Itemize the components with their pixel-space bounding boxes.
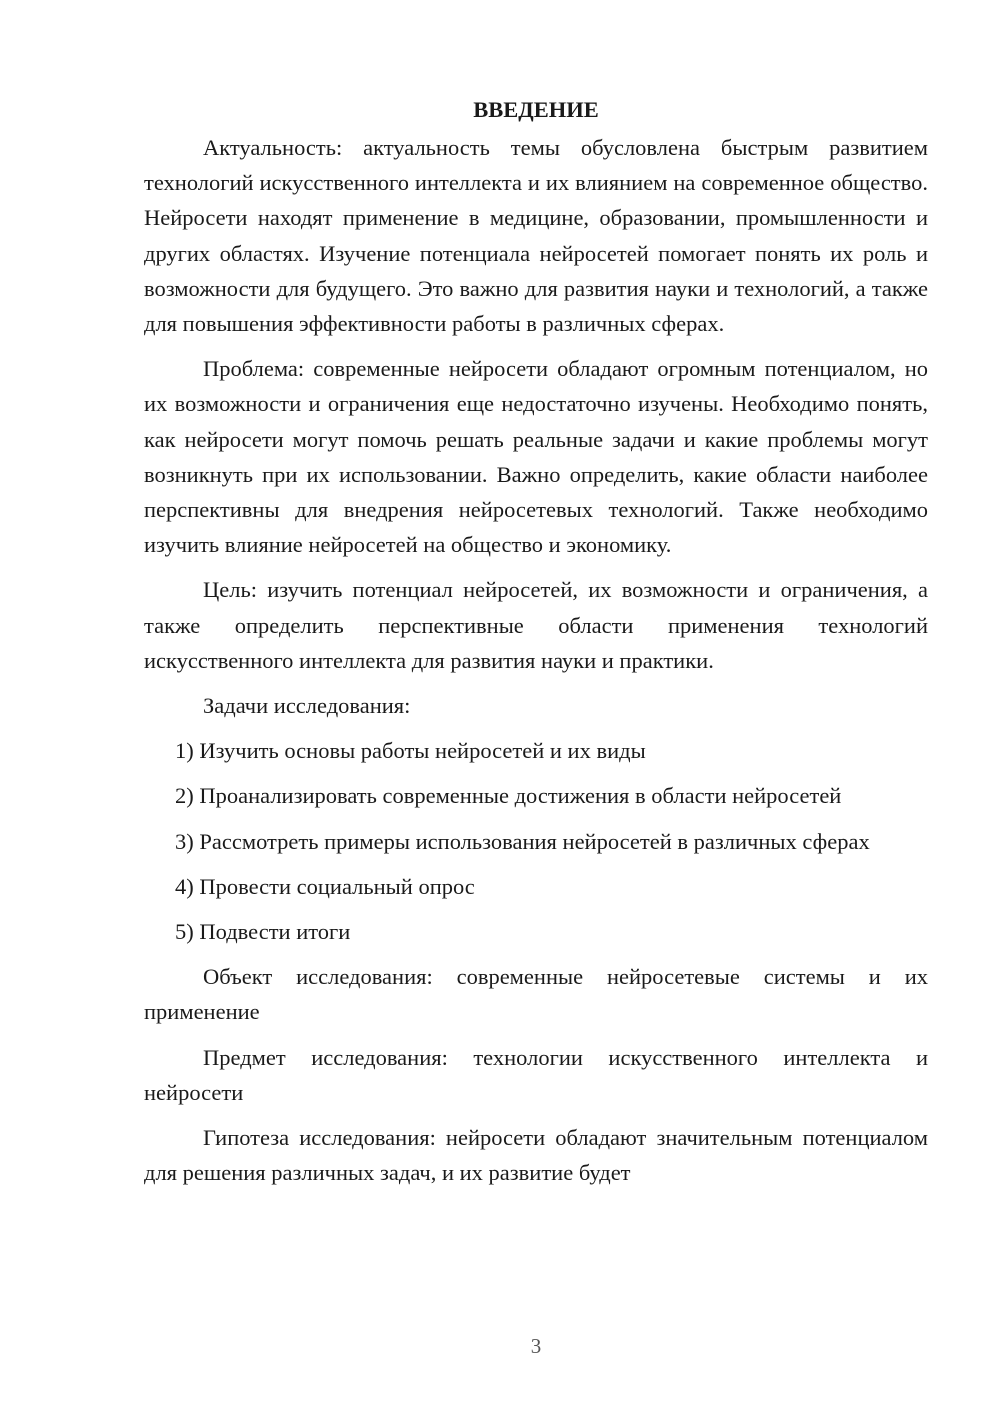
task-item: 3) Рассмотреть примеры использования нейросетей в различных сферах <box>175 828 870 854</box>
problem-paragraph: Проблема: современные нейросети обладают огромным потенциалом, но их возможности и ограничения еще недостаточно изучены. Необходимо понять, как нейросети могут помочь решать реальные задачи и какие проблемы могут возникнуть при их использовании. Важно определить, какие области наиболее перспективны для внедрения нейросетевых технологий. Также необходимо изучить влияние нейросетей на общество и экономику. <box>144 356 928 558</box>
object-paragraph: Объект исследования: современные нейросетевые системы и их применение <box>144 964 928 1025</box>
hypothesis-paragraph: Гипотеза исследования: нейросети обладают значительным потенциалом для решения различных задач, и их развитие будет <box>144 1125 928 1186</box>
page-number: 3 <box>530 1334 542 1358</box>
relevance-paragraph: Актуальность: актуальность темы обусловлена быстрым развитием технологий искусственного интеллекта и их влиянием на современное общество. Нейросети находят применение в медицине, образовании, промышленности и других областях. Изучение потенциала нейросетей помогает понять их роль и возможности для будущего. Это важно для развития науки и технологий, а также для повышения эффективности работы в различных сферах. <box>144 135 928 337</box>
tasks-heading: Задачи исследования: <box>203 693 411 719</box>
task-item: 5) Подвести итоги <box>175 919 351 945</box>
task-item: 2) Проанализировать современные достижения в области нейросетей <box>175 783 842 809</box>
page-title: ВВЕДЕНИЕ <box>473 97 599 122</box>
page-content <box>144 92 928 1200</box>
goal-paragraph: Цель: изучить потенциал нейросетей, их возможности и ограничения, а также определить перспективные области применения технологий искусственного интеллекта для развития науки и практики. <box>144 577 928 673</box>
subject-paragraph: Предмет исследования: технологии искусственного интеллекта и нейросети <box>144 1044 928 1105</box>
task-item: 4) Провести социальный опрос <box>175 873 475 899</box>
task-item: 1) Изучить основы работы нейросетей и их виды <box>175 738 646 764</box>
